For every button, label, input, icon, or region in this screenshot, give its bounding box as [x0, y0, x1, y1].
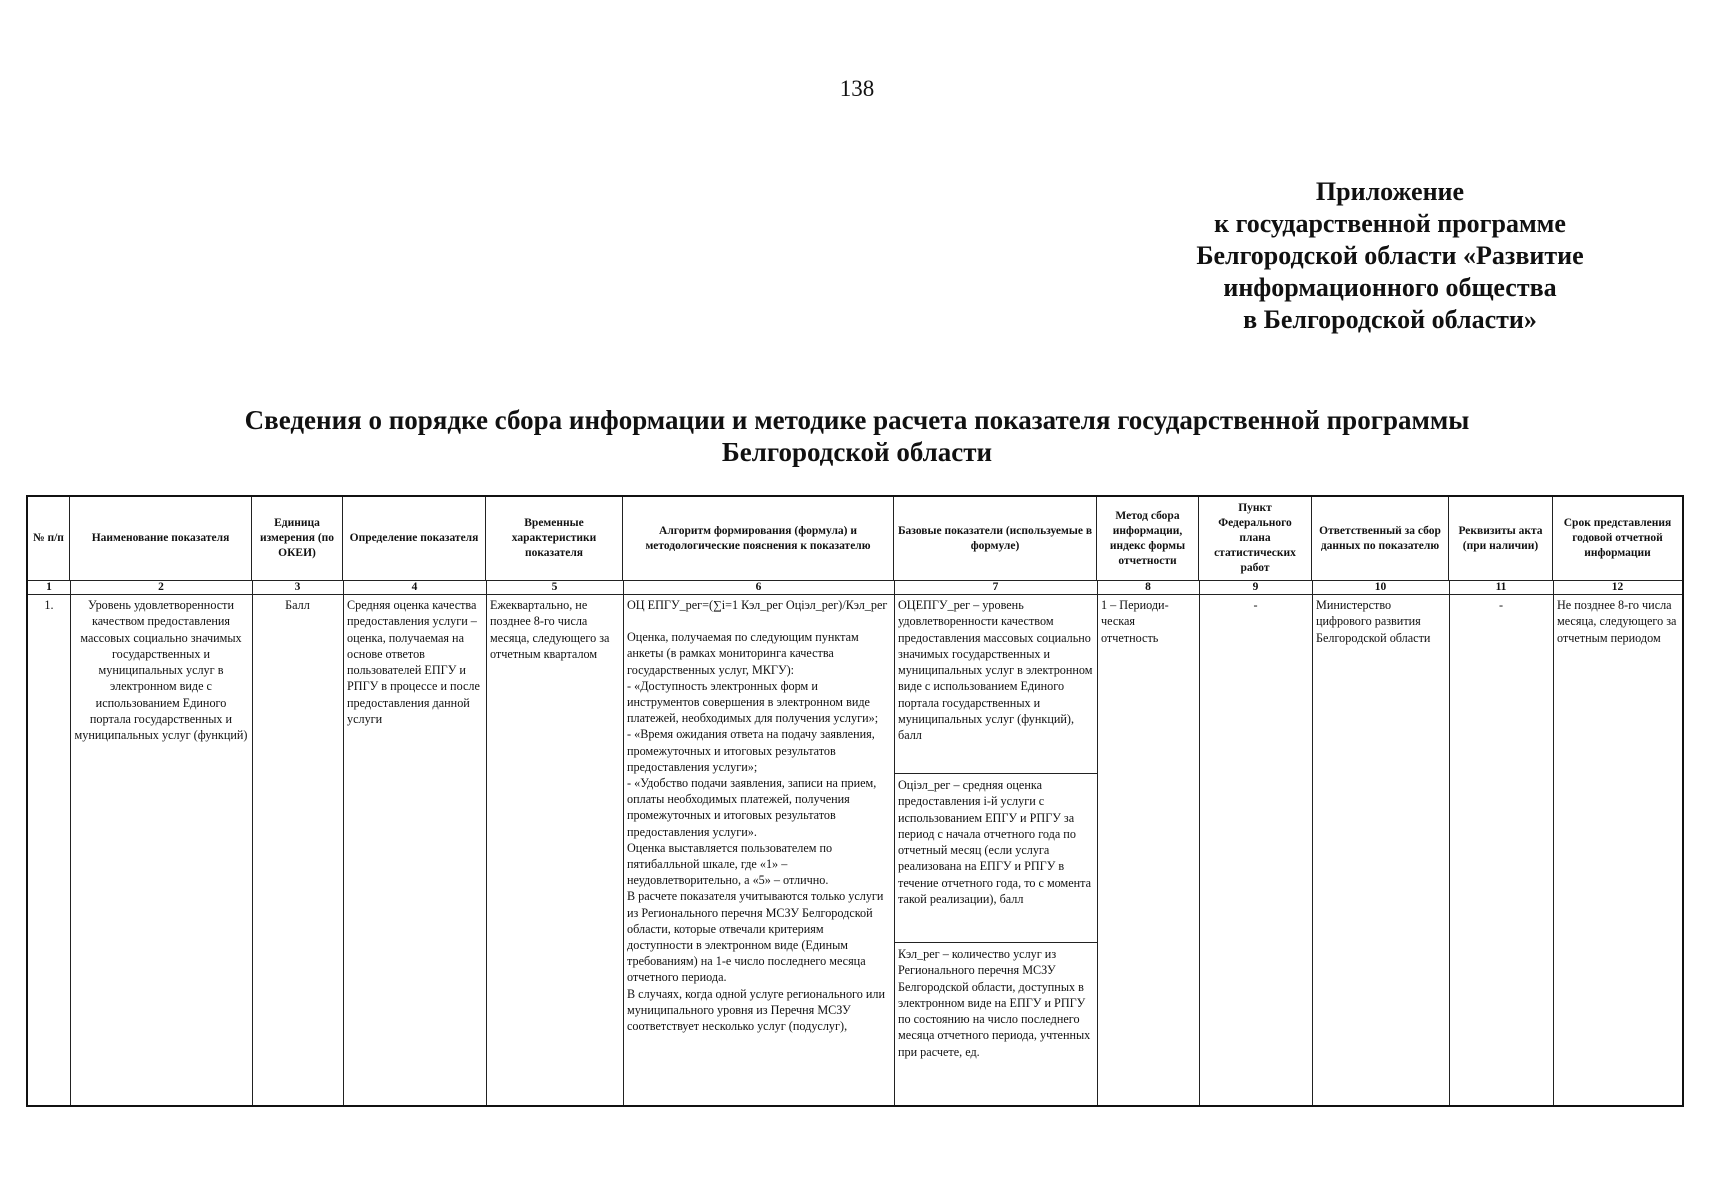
header-federal-plan-item: Пункт Федерального плана статистических работ [1199, 497, 1312, 580]
page-number: 138 [839, 76, 875, 101]
header-base-indicators: Базовые показатели (используемые в формуле) [894, 497, 1097, 580]
base-indicator-divider [894, 773, 1097, 774]
appendix-line: Приложение [1315, 177, 1465, 206]
column-divider [252, 580, 253, 1105]
column-divider [1312, 580, 1313, 1105]
column-number: 10 [1374, 581, 1387, 593]
algorithm-text: Оценка, получаемая по следующим пунктам анкеты (в рамках мониторинга качества государственных услуг, МКГУ): [627, 630, 859, 677]
algorithm-text: - «Доступность электронных форм и инструментов совершения в электронном виде платежей, необходимых для получения услуги»; [627, 678, 879, 726]
reporting-deadline: Не позднее 8-го числа месяца, следующего за отчетным периодом [1557, 598, 1677, 645]
column-number: 5 [551, 581, 558, 593]
header-responsible: Ответственный за сбор данных по показателю [1312, 497, 1449, 580]
column-number: 12 [1611, 581, 1624, 593]
algorithm-cell [623, 597, 894, 1034]
column-number: 8 [1145, 581, 1151, 593]
header-deadline: Срок представления годовой отчетной информации [1563, 517, 1672, 559]
time-characteristics: Ежеквартально, не позднее 8-го числа месяца, следующего за отчетным кварталом [490, 598, 610, 661]
appendix-heading [1150, 176, 1630, 336]
algorithm-text: В случаях, когда одной услуге регионального или муниципального уровня из Перечня МСЗУ соответствует несколько услуг (подуслуг), [627, 986, 886, 1034]
header-definition: Определение показателя [343, 497, 486, 580]
indicator-name: Уровень удовлетворенности качеством предоставления массовых социально значимых государственных и муниципальных услуг в электронном виде с использованием Единого портала государственных и муниципальных услуг (функций) [74, 598, 248, 743]
column-divider [1097, 580, 1098, 1105]
base-indicator-3: Кэл_рег – количество услуг из Регионального перечня МСЗУ Белгородской области, доступных в электронном виде на ЕПГУ и РПГУ по состоянию на число последнего месяца отчетного периода, учтенных при расчете, ед. [898, 947, 1091, 1059]
column-number: 4 [411, 581, 418, 593]
column-number: 6 [755, 581, 762, 593]
title-line-1: Сведения о порядке сбора информации и методике расчета показателя государственной программы [244, 405, 1470, 435]
column-number: 9 [1252, 581, 1259, 593]
header-collection-method: Метод сбора информации, индекс формы отчетности [1097, 497, 1199, 580]
column-number: 2 [158, 581, 164, 593]
document-title [150, 404, 1564, 468]
algorithm-text: - «Время ожидания ответа на подачу заявления, промежуточных и итоговых результатов предоставления услуги»; [627, 727, 875, 774]
algorithm-text: - «Удобство подачи заявления, записи на прием, оплаты необходимых платежей, получения промежуточных и итоговых результатов предоставления услуги». [627, 776, 877, 839]
base-indicator-1: ОЦЕПГУ_рег – уровень удовлетворенности качеством предоставления массовых социально значимых государственных и муниципальных услуг в электронном виде с использованием Единого портала государственных и муниципальных услуг (функций), балл [898, 598, 1093, 743]
algorithm-text: В расчете показателя учитываются только услуги из Регионального перечня МСЗУ Белгородской области, которые отвечали критериям доступности в электронном виде (Единым требованиям) на 1-е число последнего месяца отчетного периода. [627, 889, 884, 985]
unit-value: Балл [285, 598, 310, 612]
header-number: № п/п [28, 497, 70, 580]
header-unit: Единица измерения (по ОКЕИ) [252, 497, 343, 580]
act-details: - [1498, 598, 1504, 612]
indicator-definition: Средняя оценка качества предоставления услуги – оценка, получаемая на основе ответов пользователей ЕПГУ и РПГУ в процессе и после предоставления данной услуги [347, 598, 480, 727]
column-number: 3 [294, 581, 301, 593]
column-number: 1 [46, 581, 52, 593]
base-indicator-2: Оцiэл_рег – средняя оценка предоставления i-й услуги с использованием ЕПГУ и РПГУ за период с начала отчетного года по отчетный месяц (если услуга реализована на ЕПГУ и РПГУ в течение отчетного года, то с момента такой реализации), балл [898, 778, 1092, 907]
header-time-characteristics: Временные характеристики показателя [486, 497, 623, 580]
formula: ОЦ ЕПГУ_рег=(∑i=1 Кэл_рег Оцiэл_рег)/Кэл_рег [627, 598, 888, 612]
collection-method: 1 – Периоди-ческая отчетность [1101, 598, 1169, 645]
header-indicator-name: Наименование показателя [70, 497, 252, 580]
appendix-line: к государственной программе [1214, 209, 1566, 238]
appendix-line: информационного общества [1223, 273, 1557, 302]
appendix-line: в Белгородской области» [1243, 305, 1537, 334]
algorithm-text: Оценка выставляется пользователем по пятибалльной шкале, где «1» – неудовлетворительно, а «5» – отлично. [627, 840, 833, 888]
number-row-divider [28, 594, 1682, 595]
column-number: 11 [1495, 581, 1507, 593]
indicator-table [26, 495, 1684, 1107]
header-algorithm: Алгоритм формирования (формула) и методологические пояснения к показателю [623, 497, 894, 580]
title-line-2: Белгородской области [721, 437, 993, 467]
appendix-line: Белгородской области «Развитие [1196, 241, 1584, 270]
header-act-details: Реквизиты акта (при наличии) [1449, 497, 1553, 580]
row-number: 1. [44, 598, 54, 612]
column-divider [1553, 580, 1554, 1105]
base-indicator-divider [894, 942, 1097, 943]
responsible-body: Министерство цифрового развития Белгородской области [1316, 598, 1431, 645]
column-number: 7 [992, 581, 999, 593]
column-divider [1449, 580, 1450, 1105]
federal-plan-item: - [1253, 598, 1258, 612]
column-divider [1199, 580, 1200, 1105]
